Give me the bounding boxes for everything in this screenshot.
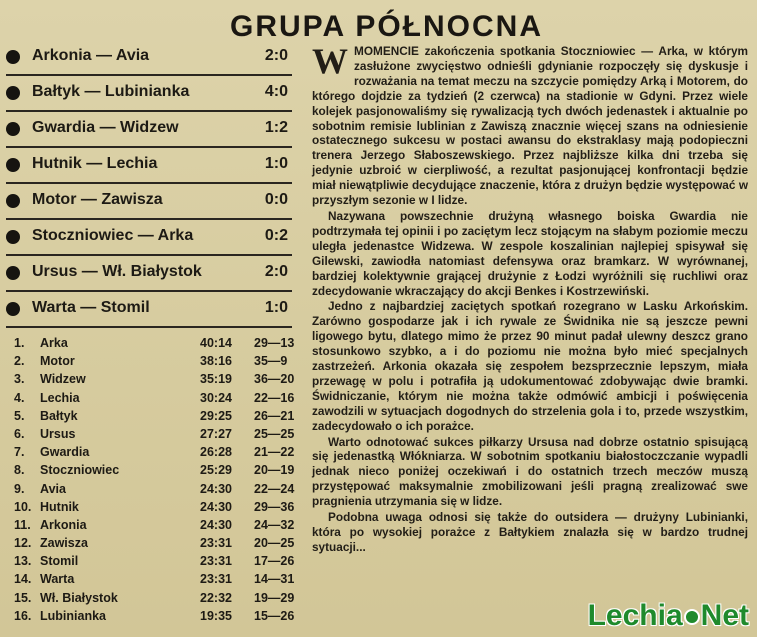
table-team: Zawisza	[40, 536, 88, 551]
table-team: Warta	[40, 572, 75, 587]
table-row	[14, 609, 300, 627]
table-row	[14, 463, 300, 481]
table-position: 9.	[14, 481, 25, 496]
match-row	[6, 256, 292, 292]
bullet-icon	[6, 86, 20, 100]
table-team: Arka	[40, 336, 68, 350]
table-goals: 40:14	[200, 336, 232, 350]
table-points: 22—16	[254, 390, 295, 405]
table-row	[14, 445, 300, 463]
table-row	[14, 409, 300, 427]
table-team: Avia	[40, 481, 66, 496]
table-team: Hutnik	[40, 499, 79, 514]
table-team: Widzew	[40, 372, 86, 387]
table-position: 11.	[14, 517, 31, 532]
match-teams: Stoczniowiec — Arka	[32, 227, 194, 244]
league-table	[14, 336, 300, 627]
article-paragraph: Warto odnotować sukces piłkarzy Ursusa nad dobrze ostatnio spisującą się jedenastką Włókniarza. W sobotnim spotkaniu białostoczczanie wypadli jednak nieco poniżej oczekiwań i do ostatnich trzech meczów muszą przystępować maksymalnie zmobilizowani jeśli pragną zrealizować swe pragnienia utrzymania się w lidze.	[312, 434, 748, 509]
match-score: 4:0	[264, 83, 288, 100]
table-row	[14, 554, 300, 572]
match-teams: Arkonia — Avia	[32, 47, 150, 64]
table-position: 14.	[14, 572, 32, 587]
table-team: Arkonia	[40, 517, 87, 532]
table-points: 20—19	[254, 463, 295, 478]
table-goals: 24:30	[200, 499, 232, 514]
table-points: 14—31	[254, 572, 295, 587]
results-column	[0, 40, 300, 627]
table-position: 2.	[14, 354, 25, 369]
table-points: 15—26	[254, 608, 295, 623]
match-row	[6, 220, 292, 256]
match-row	[6, 40, 292, 76]
table-goals: 24:30	[200, 481, 232, 496]
table-team: Motor	[40, 354, 75, 369]
table-goals: 27:27	[200, 426, 232, 441]
drop-cap: W	[312, 41, 348, 81]
table-team: Stomil	[40, 554, 79, 569]
table-points: 19—29	[254, 590, 295, 605]
match-teams: Gwardia — Widzew	[32, 119, 179, 136]
table-goals: 23:31	[200, 572, 232, 587]
table-position: 7.	[14, 445, 25, 460]
table-points: 21—22	[254, 445, 295, 460]
match-teams: Ursus — Wł. Białystok	[32, 263, 202, 280]
match-results	[0, 40, 300, 328]
table-position: 6.	[14, 426, 25, 441]
article-paragraph: Podobna uwaga odnosi się także do outsidera — drużyny Lubinianki, która po wysokiej porażce z Bałtykiem znalazła się w bardzo trudnej sytuacji...	[312, 510, 748, 554]
bullet-icon	[6, 230, 20, 244]
table-goals: 25:29	[200, 463, 232, 478]
table-position: 10.	[14, 499, 32, 514]
bullet-icon	[6, 158, 20, 172]
table-goals: 19:35	[200, 608, 232, 623]
table-row	[14, 336, 300, 354]
article-paragraph: Jedno z najbardziej zaciętych spotkań rozegrano w Lasku Arkońskim. Zarówno gospodarze jak i ich rywale ze Świdnika nie są jeszcze pewni ligowego bytu, dlatego mimo że przez 90 minut padał ulewny deszcz grano stosunkowo szybko, a i do poziomu nie można było mieć specjalnych zastrzeżeń. Arkonia okazała się zespołem bezsprzecznie lepszym, miała przewagę w polu i potrafiła ją udokumentować zdobywając dwie bramki. Świdniczanie, którym nie można także odmówić ambicji i poświęcenia zawodzili w sytuacjach dogodnych do strzelenia gola i to, przede wszystkim, zadecydowało o ich porażce.	[312, 299, 748, 433]
table-points: 17—26	[254, 554, 295, 569]
table-goals: 38:16	[200, 354, 232, 369]
table-position: 13.	[14, 554, 32, 569]
match-teams: Bałtyk — Lubinianka	[32, 83, 190, 100]
table-row	[14, 482, 300, 500]
table-team: Wł. Białystok	[40, 590, 118, 605]
bullet-icon	[6, 50, 20, 64]
table-points: 24—32	[254, 517, 295, 532]
page-title: GRUPA PÓŁNOCNA	[230, 10, 543, 43]
table-goals: 23:31	[200, 536, 232, 551]
table-position: 5.	[14, 408, 25, 423]
match-row	[6, 76, 292, 112]
table-goals: 24:30	[200, 517, 232, 532]
match-score: 1:2	[264, 119, 288, 136]
article	[312, 41, 748, 556]
bullet-icon	[6, 266, 20, 280]
match-score: 2:0	[264, 47, 288, 64]
table-team: Lubinianka	[40, 608, 106, 623]
match-score: 0:2	[264, 227, 288, 244]
table-goals: 26:28	[200, 445, 232, 460]
bullet-icon	[6, 194, 20, 208]
table-position: 12.	[14, 536, 32, 551]
watermark-logo: Lechia Net	[587, 599, 749, 632]
match-score: 2:0	[264, 263, 288, 280]
table-team: Gwardia	[40, 445, 90, 460]
table-position: 4.	[14, 390, 25, 405]
match-score: 0:0	[264, 191, 288, 208]
table-row	[14, 427, 300, 445]
table-goals: 23:31	[200, 554, 232, 569]
table-points: 29—13	[254, 336, 295, 350]
table-position: 15.	[14, 590, 32, 605]
match-score: 1:0	[264, 299, 288, 316]
table-position: 1.	[14, 336, 25, 350]
table-goals: 35:19	[200, 372, 232, 387]
table-row	[14, 354, 300, 372]
article-paragraph: Nazywana powszechnie drużyną własnego boiska Gwardia nie podtrzymała tej opinii i po zaciętym lecz stojącym na słabym poziomie meczu uległa jedenastce Widzewa. W zespole koszalinian najlepiej spisywał się Gilewski, zawiodła natomiast defensywa oraz bramkarz. W wyrównanej, bardziej kolektywnie grającej drużynie z Łodzi wyróżnili się ruchliwi oraz zdecydowanie wkraczający do akcji Benkes i Kostrzewiński.	[312, 208, 748, 298]
table-team: Ursus	[40, 426, 76, 441]
table-goals: 22:32	[200, 590, 232, 605]
table-points: 26—21	[254, 408, 295, 423]
match-score: 1:0	[264, 155, 288, 172]
table-team: Lechia	[40, 390, 80, 405]
article-paragraph: WMOMENCIE zakończenia spotkania Stoczniowiec — Arka, w którym zasłużone zwycięstwo odnieśli gdynianie rozpoczęły się dyskusje i rozważania na temat meczu na szczycie pomiędzy Arką i Motorem, do którego dojdzie za tydzień (2 czerwca) na stadionie w Gdyni. Przez wiele kolejek pasjonowaliśmy się rywalizacją tych dwóch jedenastek i aktualnie po sobotnim remisie lublinian z Zawiszą znacznie więcej szans na odniesienie ostatecznego sukcesu w postaci awansu do ekstraklasy mają podopieczni trenera Jerzego Słaboszewskiego. Przez najbliższe kilka dni trzeba się jedynie uzbroić w cierpliwość, a rezultat pasjonującej konfrontacji będzie miał niewątpliwie decydujące znaczenie, która z drużyn będzie występować w przyszłym sezonie w I lidze.	[312, 41, 748, 208]
table-position: 16.	[14, 608, 32, 623]
match-row	[6, 148, 292, 184]
table-row	[14, 391, 300, 409]
match-row	[6, 112, 292, 148]
table-goals: 29:25	[200, 408, 232, 423]
table-row	[14, 518, 300, 536]
match-teams: Motor — Zawisza	[32, 191, 163, 208]
match-teams: Warta — Stomil	[32, 299, 150, 316]
table-points: 22—24	[254, 481, 295, 496]
table-position: 3.	[14, 372, 25, 387]
table-team: Bałtyk	[40, 408, 78, 423]
table-team: Stoczniowiec	[40, 463, 120, 478]
ball-icon	[684, 609, 700, 625]
bullet-icon	[6, 122, 20, 136]
table-row	[14, 572, 300, 590]
table-points: 29—36	[254, 499, 295, 514]
table-points: 20—25	[254, 536, 295, 551]
match-row	[6, 184, 292, 220]
bullet-icon	[6, 302, 20, 316]
match-teams: Hutnik — Lechia	[32, 155, 158, 172]
table-row	[14, 591, 300, 609]
table-points: 36—20	[254, 372, 295, 387]
table-row	[14, 372, 300, 390]
table-points: 35—9	[254, 354, 288, 369]
table-points: 25—25	[254, 426, 295, 441]
match-row	[6, 292, 292, 328]
table-row	[14, 500, 300, 518]
table-position: 8.	[14, 463, 25, 478]
table-row	[14, 536, 300, 554]
table-goals: 30:24	[200, 390, 232, 405]
